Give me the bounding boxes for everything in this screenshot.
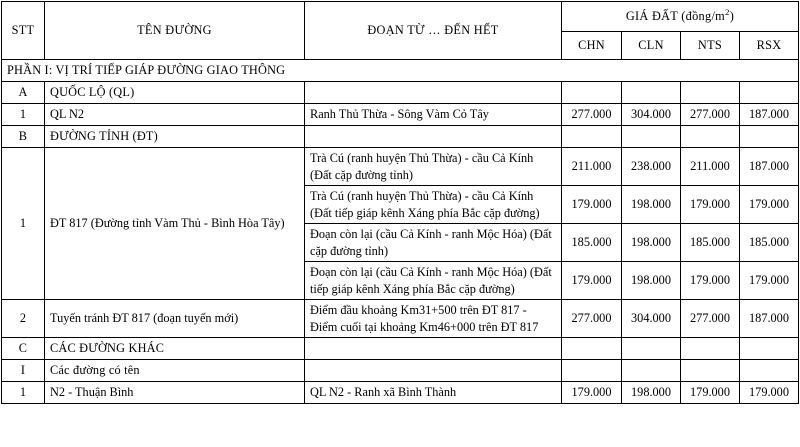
row-price-nts-cell: 179.000 [681, 382, 740, 404]
row-road-name-cell: CÁC ĐƯỜNG KHÁC [45, 338, 305, 360]
table-row [2, 148, 799, 186]
document-page [0, 1, 800, 447]
header-rsx: RSX [740, 32, 799, 60]
row-price-cln-cell [622, 126, 681, 148]
header-price-group [562, 2, 799, 32]
row-price-cln-cell [622, 338, 681, 360]
table-row [2, 60, 799, 82]
row-stt-cell: 1 [2, 104, 45, 126]
row-price-cln-cell: 198.000 [622, 382, 681, 404]
row-segment-cell: QL N2 - Ranh xã Bình Thành [305, 382, 562, 404]
table-header [2, 2, 799, 60]
row-price-nts-cell [681, 126, 740, 148]
row-price-chn-cell: 277.000 [562, 104, 622, 126]
row-price-nts-cell: 211.000 [681, 148, 740, 186]
row-segment-cell: Đoạn còn lại (cầu Cả Kính - ranh Mộc Hóa) (Đất cặp đường tỉnh) [305, 224, 562, 262]
row-segment-cell [305, 82, 562, 104]
table-row [2, 360, 799, 382]
table-row [2, 104, 799, 126]
row-segment-cell [305, 338, 562, 360]
row-price-rsx-cell: 187.000 [740, 148, 799, 186]
row-segment-cell [305, 360, 562, 382]
header-chn: CHN [562, 32, 622, 60]
row-price-cln-cell [622, 360, 681, 382]
section-title-cell: PHẦN I: VỊ TRÍ TIẾP GIÁP ĐƯỜNG GIAO THÔNG [2, 60, 799, 82]
header-row-main [2, 2, 799, 32]
table-row [2, 338, 799, 360]
row-road-name-cell: ĐT 817 (Đường tỉnh Vàm Thủ - Bình Hòa Tây) [45, 148, 305, 300]
row-price-chn-cell: 277.000 [562, 300, 622, 338]
row-price-cln-cell [622, 82, 681, 104]
row-road-name-cell: QL N2 [45, 104, 305, 126]
header-price-group-tail: ) [729, 9, 735, 24]
row-price-rsx-cell: 179.000 [740, 186, 799, 224]
table-row [2, 82, 799, 104]
row-price-rsx-cell [740, 126, 799, 148]
header-price-group-exponent: 2 [725, 7, 730, 18]
header-price-group-text: GIÁ ĐẤT (đồng/m [625, 9, 726, 24]
header-nts: NTS [681, 32, 740, 60]
row-price-chn-cell: 179.000 [562, 186, 622, 224]
row-price-chn-cell [562, 338, 622, 360]
row-segment-cell: Trà Cú (ranh huyện Thủ Thừa) - cầu Cả Kính (Đất tiếp giáp kênh Xáng phía Bắc cặp đường) [305, 186, 562, 224]
row-price-rsx-cell: 179.000 [740, 262, 799, 300]
row-price-chn-cell [562, 126, 622, 148]
row-price-nts-cell: 277.000 [681, 300, 740, 338]
row-price-chn-cell: 179.000 [562, 262, 622, 300]
row-road-name-cell: N2 - Thuận Bình [45, 382, 305, 404]
row-price-rsx-cell [740, 360, 799, 382]
row-price-rsx-cell [740, 82, 799, 104]
row-price-chn-cell: 185.000 [562, 224, 622, 262]
row-price-rsx-cell: 187.000 [740, 104, 799, 126]
row-price-cln-cell: 304.000 [622, 104, 681, 126]
header-road-name: TÊN ĐƯỜNG [45, 2, 305, 60]
row-price-rsx-cell: 187.000 [740, 300, 799, 338]
row-stt-cell: 2 [2, 300, 45, 338]
header-cln: CLN [622, 32, 681, 60]
row-road-name-cell: Các đường có tên [45, 360, 305, 382]
row-road-name-cell: ĐƯỜNG TỈNH (ĐT) [45, 126, 305, 148]
row-stt-cell: B [2, 126, 45, 148]
row-price-rsx-cell [740, 338, 799, 360]
row-segment-cell: Trà Cú (ranh huyện Thủ Thừa) - cầu Cả Kính (Đất cặp đường tỉnh) [305, 148, 562, 186]
row-road-name-cell: QUỐC LỘ (QL) [45, 82, 305, 104]
row-price-nts-cell: 179.000 [681, 262, 740, 300]
row-price-chn-cell: 211.000 [562, 148, 622, 186]
row-price-rsx-cell: 179.000 [740, 382, 799, 404]
row-stt-cell: I [2, 360, 45, 382]
row-price-nts-cell [681, 360, 740, 382]
header-stt: STT [2, 2, 45, 60]
row-price-nts-cell: 179.000 [681, 186, 740, 224]
row-stt-cell: 1 [2, 382, 45, 404]
row-price-chn-cell: 179.000 [562, 382, 622, 404]
row-price-cln-cell: 238.000 [622, 148, 681, 186]
row-price-cln-cell: 198.000 [622, 262, 681, 300]
row-price-cln-cell: 304.000 [622, 300, 681, 338]
row-stt-cell: 1 [2, 148, 45, 300]
table-row [2, 382, 799, 404]
header-segment: ĐOẠN TỪ … ĐẾN HẾT [305, 2, 562, 60]
row-stt-cell: A [2, 82, 45, 104]
row-price-cln-cell: 198.000 [622, 186, 681, 224]
row-segment-cell [305, 126, 562, 148]
row-price-nts-cell: 185.000 [681, 224, 740, 262]
table-body [2, 60, 799, 404]
row-road-name-cell: Tuyến tránh ĐT 817 (đoạn tuyến mới) [45, 300, 305, 338]
table-row [2, 126, 799, 148]
row-price-chn-cell [562, 360, 622, 382]
row-price-nts-cell [681, 338, 740, 360]
row-segment-cell: Ranh Thủ Thừa - Sông Vàm Cỏ Tây [305, 104, 562, 126]
row-stt-cell: C [2, 338, 45, 360]
row-segment-cell: Điểm đầu khoảng Km31+500 trên ĐT 817 - Điểm cuối tại khoảng Km46+000 trên ĐT 817 [305, 300, 562, 338]
row-price-nts-cell: 277.000 [681, 104, 740, 126]
land-price-table [1, 1, 799, 404]
row-price-rsx-cell: 185.000 [740, 224, 799, 262]
row-price-cln-cell: 198.000 [622, 224, 681, 262]
row-price-chn-cell [562, 82, 622, 104]
row-price-nts-cell [681, 82, 740, 104]
table-row [2, 300, 799, 338]
row-segment-cell: Đoạn còn lại (cầu Cả Kính - ranh Mộc Hóa) (Đất tiếp giáp kênh Xáng phía Bắc cặp đường) [305, 262, 562, 300]
